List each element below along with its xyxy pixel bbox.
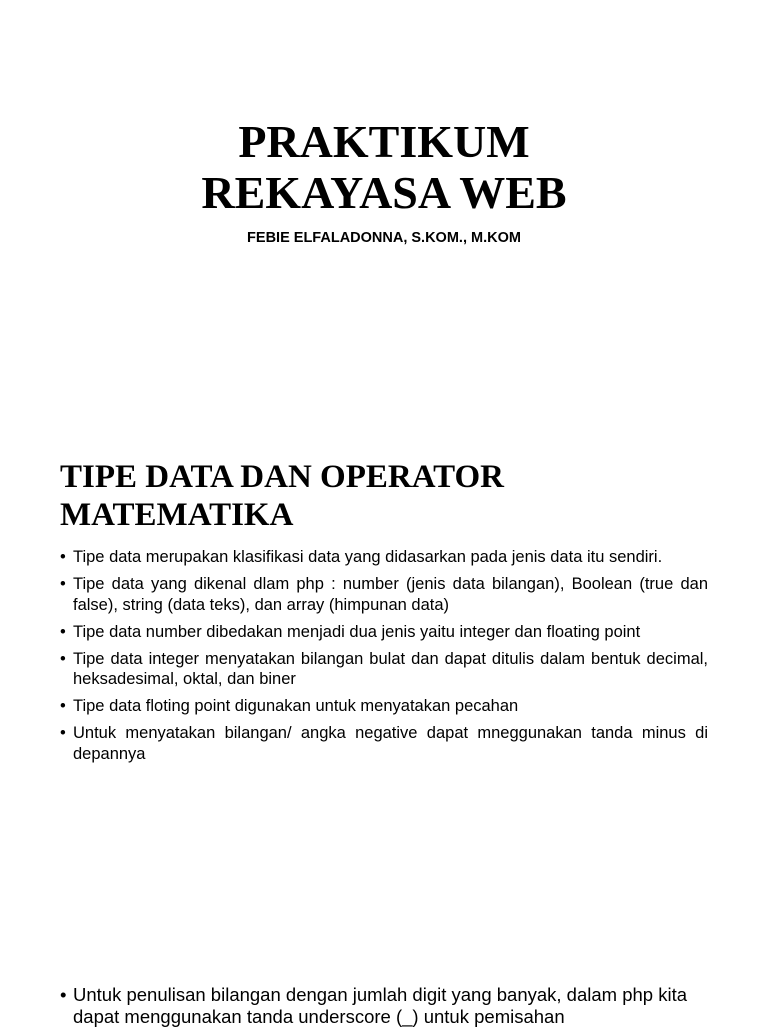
- bullet-icon: •: [60, 575, 66, 593]
- list-item: [60, 574, 708, 615]
- author-subtitle: FEBIE ELFALADONNA, S.KOM., M.KOM: [247, 230, 521, 246]
- list-item: [60, 723, 708, 764]
- content-slide: [0, 440, 768, 1027]
- section-title: [60, 458, 720, 534]
- bullet-icon: •: [60, 984, 67, 1005]
- list-item-text: Tipe data floting point digunakan untuk menyatakan pecahan: [73, 697, 519, 715]
- bottom-bullet-list: [60, 984, 708, 1028]
- list-item-text: Untuk menyatakan bilangan/ angka negative dapat mneggunakan tanda minus di depannya: [73, 724, 708, 763]
- list-item: [60, 984, 708, 1028]
- list-item: [60, 547, 708, 568]
- bullet-icon: •: [60, 548, 66, 566]
- list-item-text: Untuk penulisan bilangan dengan jumlah digit yang banyak, dalam php kita dapat menggunakan tanda underscore (_) untuk pemisahan: [73, 984, 688, 1027]
- list-item-text: Tipe data yang dikenal dlam php : number (jenis data bilangan), Boolean (true dan false), string (data teks), dan array (himpunan data): [73, 575, 708, 614]
- main-title: [0, 116, 768, 218]
- bullet-icon: •: [60, 724, 66, 742]
- list-item: [60, 696, 708, 717]
- title-slide: [0, 0, 768, 410]
- list-item-text: Tipe data merupakan klasifikasi data yang didasarkan pada jenis data itu sendiri.: [73, 548, 663, 566]
- bullet-icon: •: [60, 697, 66, 715]
- list-item: [60, 622, 708, 643]
- list-item-text: Tipe data integer menyatakan bilangan bulat dan dapat ditulis dalam bentuk decimal, heksadesimal, oktal, dan biner: [73, 649, 708, 688]
- main-title-line-2: REKAYASA WEB: [201, 167, 567, 218]
- list-item-text: Tipe data number dibedakan menjadi dua jenis yaitu integer dan floating point: [73, 622, 641, 641]
- bullet-icon: •: [60, 622, 66, 641]
- bullet-icon: •: [60, 649, 66, 668]
- bullet-list: [60, 547, 708, 771]
- main-title-line-1: PRAKTIKUM: [238, 116, 530, 167]
- section-title-line-1: TIPE DATA DAN OPERATOR: [60, 459, 505, 495]
- section-title-line-2: MATEMATIKA: [60, 497, 294, 533]
- list-item: [60, 649, 708, 690]
